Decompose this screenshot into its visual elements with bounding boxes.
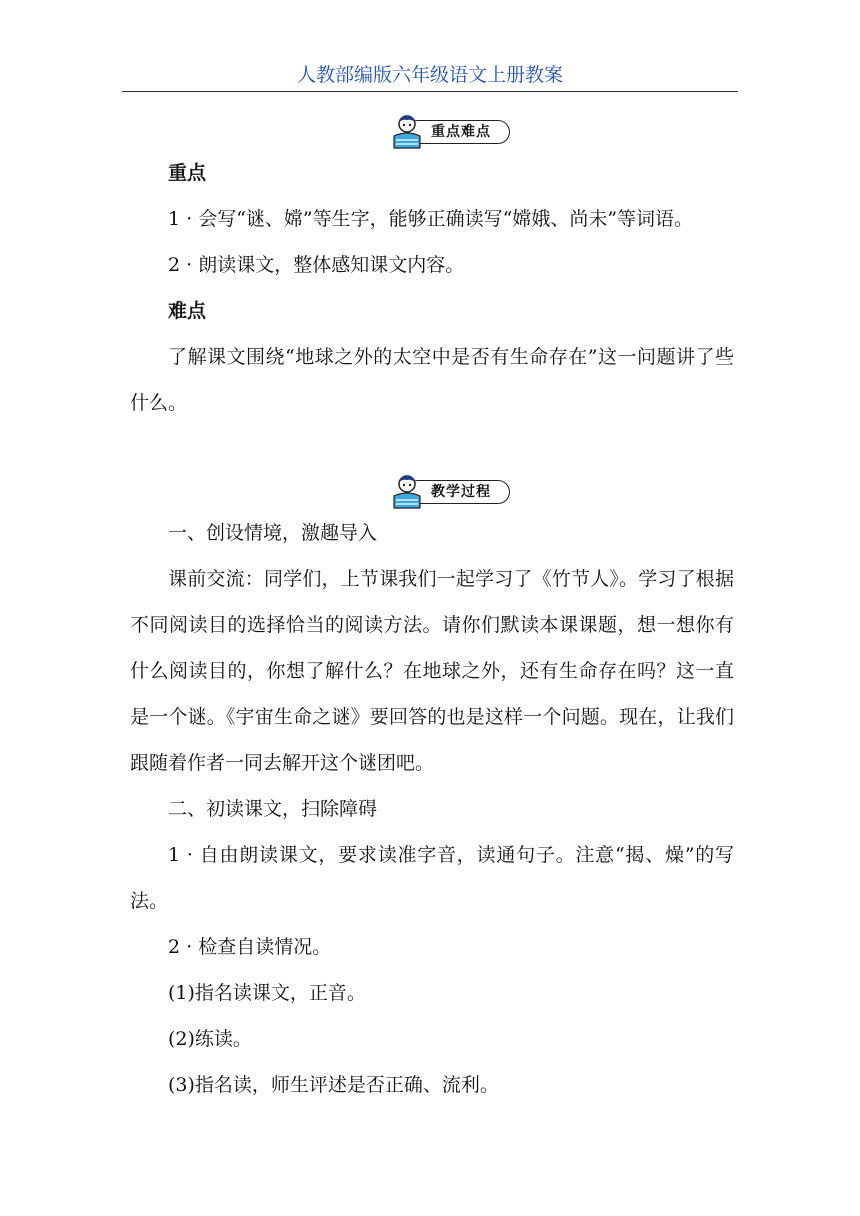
banner-process — [386, 474, 514, 510]
part2-sub-3: (3)指名读，师生评述是否正确、流利。 — [168, 1074, 499, 1096]
part1-heading: 一、创设情境，激趣导入 — [168, 522, 378, 544]
key-point-2: 2 · 朗读课文，整体感知课文内容。 — [168, 254, 465, 276]
section-key-points — [130, 150, 734, 426]
banner-title: 重点难点 — [431, 124, 491, 140]
part2-heading: 二、初读课文，扫除障碍 — [168, 798, 378, 820]
heading-key: 重点 — [168, 162, 207, 184]
part1-text: 课前交流：同学们，上节课我们一起学习了《竹节人》。学习了根据不同阅读目的选择恰当的阅读方法。请你们默读本课课题，想一想你有什么阅读目的，你想了解什么？在地球之外，还有生命存在吗？这一直是一个谜。《宇宙生命之谜》要回答的也是这样一个问题。现在，让我们跟随着作者一同去解开这个谜团吧。 — [130, 568, 734, 774]
difficult-point-1: 了解课文围绕“地球之外的太空中是否有生命存在”这一问题讲了些什么。 — [130, 346, 734, 414]
heading-difficult: 难点 — [168, 300, 207, 322]
part2-sub-1: (1)指名读课文，正音。 — [168, 982, 366, 1004]
banner-title: 教学过程 — [431, 484, 491, 500]
part2-item-2: 2 · 检查自读情况。 — [168, 936, 332, 958]
part2-sub-2: (2)练读。 — [168, 1028, 252, 1050]
banner-key-points — [386, 114, 514, 150]
key-point-1: 1 · 会写“谜、嫦”等生字，能够正确读写“嫦娥、尚未”等词语。 — [168, 208, 694, 230]
part2-item-1: 1 · 自由朗读课文，要求读准字音，读通句子。注意“揭、燥”的写法。 — [130, 844, 734, 912]
page-header: 人教部编版六年级语文上册教案 — [122, 62, 738, 92]
section-process — [130, 510, 734, 1108]
